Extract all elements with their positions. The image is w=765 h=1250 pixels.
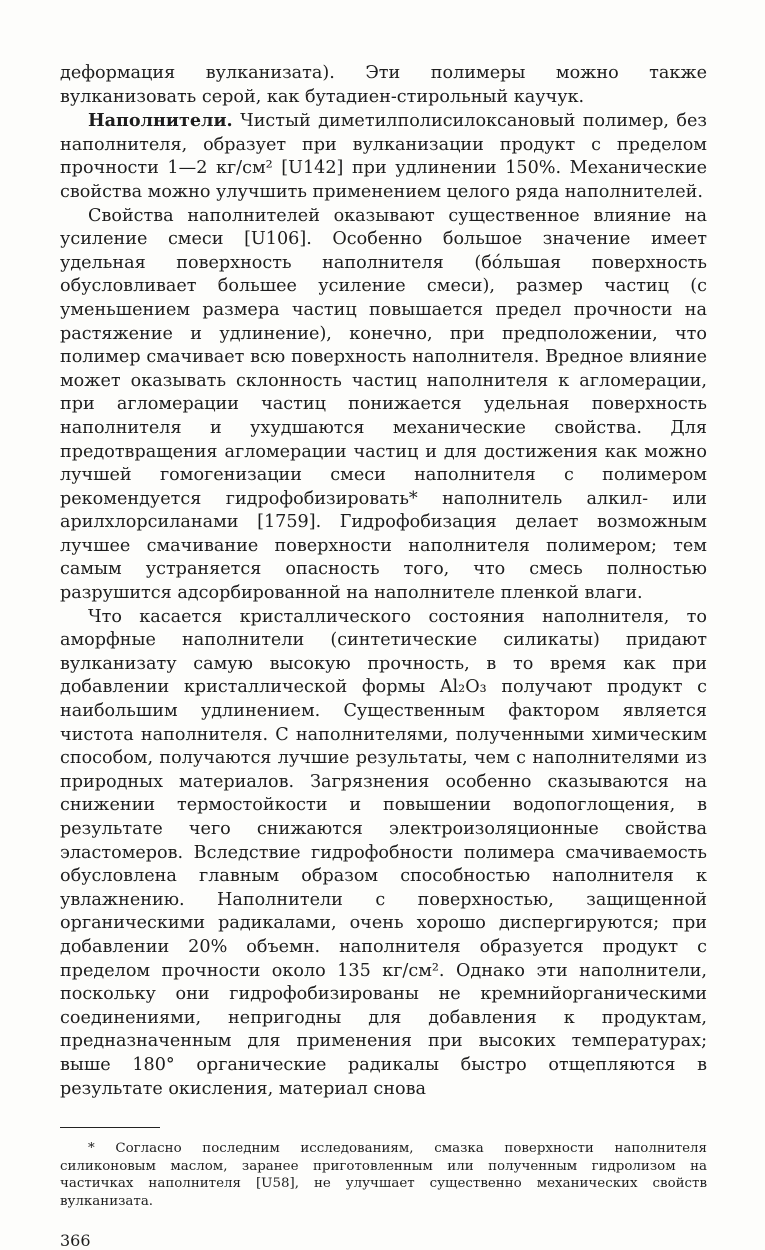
page-number: 366 [60,1230,91,1250]
paragraph-continuation: деформация вулканизата). Эти полимеры можно также вулканизовать серой, как бутадиен-стирольный каучук. [60,63,707,107]
footnote [60,1140,707,1210]
paragraph-filler-properties: Свойства наполнителей оказывают существенное влияние на усиление смеси [U106]. Особенно большое значение имеет удельная поверхность наполнителя (бо́льшая поверхность обусловливает большее усиление смеси), размер частиц (с уменьшением размера частиц повышается предел прочности на растяжение и удлинение), конечно, при предположении, что полимер смачивает всю поверхность наполнителя. Вредное влияние может оказывать склонность частиц наполнителя к агломерации, при агломерации частиц понижается удельная поверхность наполнителя и ухудшаются механические свойства. Для предотвращения агломерации частиц и для достижения как можно лучшей гомогенизации смеси наполнителя с полимером рекомендуется гидрофобизировать* наполнитель алкил- или арилхлорсиланами [1759]. Гидрофобизация делает возможным лучшее смачивание поверхности наполнителя полимером; тем самым устраняется опасность того, что смесь полностью разрушится адсорбированной на наполнителе пленкой влаги. [60,205,707,604]
body-text [60,62,707,1101]
paragraph-fillers-text: Чистый диметилполисилоксановый полимер, без наполнителя, образует при вулканизации продукт с пределом прочности 1—2 кг/см² [U142] при удлинении 150%. Механические свойства можно улучшить применением целого ряда наполнителей. [60,111,707,202]
footnote-divider [60,1127,160,1128]
paragraph-fillers [60,109,707,204]
section-heading-fillers: Наполнители. [88,110,233,132]
paragraph-crystalline-state: Что касается кристаллического состояния наполнителя, то аморфные наполнители (синтетические силикаты) придают вулканизату самую высокую прочность, в то время как при добавлении кристаллической формы Al₂O₃ получают продукт с наибольшим удлинением. Существенным фактором является чистота наполнителя. С наполнителями, полученными химическим способом, получаются лучшие результаты, чем с наполнителями из природных материалов. Загрязнения особенно сказываются на снижении термостойкости и повышении водопоглощения, в результате чего снижаются электроизоляционные свойства эластомеров. Вследствие гидрофобности полимера смачиваемость обусловлена главным образом способностью наполнителя к увлажнению. Наполнители с поверхностью, защищенной органическими радикалами, очень хорошо диспергируются; при добавлении 20% объемн. наполнителя образуется продукт с пределом прочности около 135 кг/см². Однако эти наполнители, поскольку они гидрофобизированы не кремнийорганическими соединениями, непригодны для добавления к продуктам, предназначенным для применения при высоких температурах; выше 180° органические радикалы быстро отщепляются в результате окисления, материал снова [60,606,707,1099]
footnote-text: * Согласно последним исследованиям, смазка поверхности наполнителя силиконовым маслом, заранее приготовленным или полученным гидролизом на частичках наполнителя [U58], не улучшает существенно механических свойств вулканизата. [60,1141,707,1209]
